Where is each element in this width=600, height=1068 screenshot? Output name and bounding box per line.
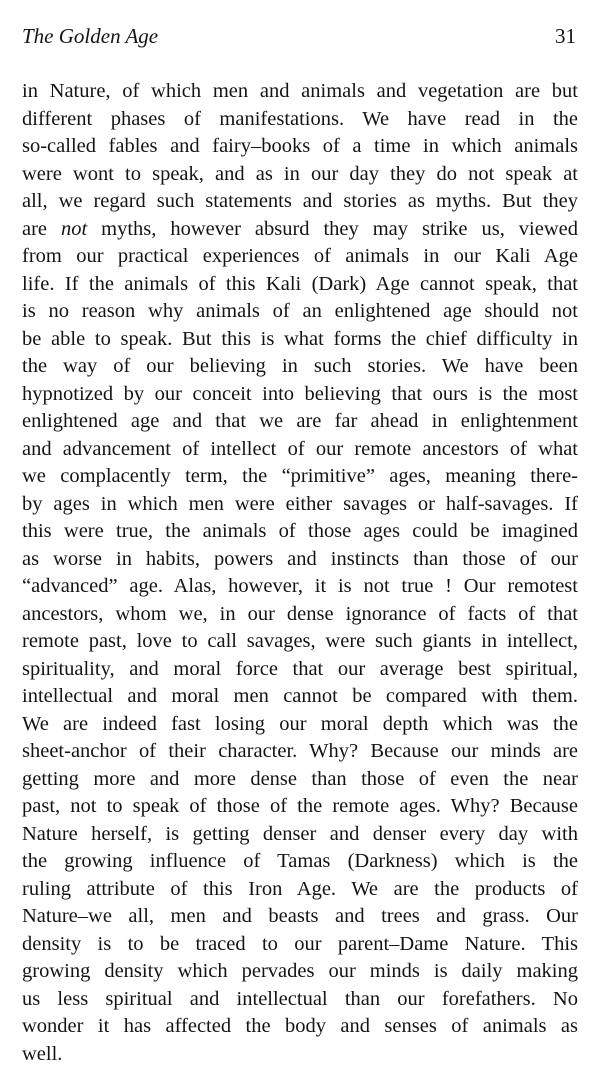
text-line: intellectual and moral men cannot be compared with them. [22,683,578,711]
text-line: past, not to speak of those of the remote ages. Why? Because [22,793,578,821]
text-line: as worse in habits, powers and instincts than those of our [22,546,578,574]
text-line: hypnotized by our conceit into believing that ours is the most [22,381,578,409]
text-line: life. If the animals of this Kali (Dark) Age cannot speak, that [22,271,578,299]
text-line: are not myths, however absurd they may strike us, viewed [22,216,578,244]
text-line: Nature herself, is getting denser and denser every day with [22,821,578,849]
text-line: the way of our believing in such stories. We have been [22,353,578,381]
text-line: all, we regard such statements and stories as myths. But they [22,188,578,216]
body-text [22,78,578,1068]
text-line: enlightened age and that we are far ahead in enlightenment [22,408,578,436]
text-line: Nature–we all, men and beasts and trees and grass. Our [22,903,578,931]
text-line: sheet-anchor of their character. Why? Because our minds are [22,738,578,766]
text-line: were wont to speak, and as in our day they do not speak at [22,161,578,189]
text-line: “advanced” age. Alas, however, it is not true ! Our remotest [22,573,578,601]
page-header [22,24,578,54]
text-line: ancestors, whom we, in our dense ignorance of facts of that [22,601,578,629]
text-line: we complacently term, the “primitive” ages, meaning there- [22,463,578,491]
text-line: and advancement of intellect of our remote ancestors of what [22,436,578,464]
text-line: different phases of manifestations. We have read in the [22,106,578,134]
text-line: us less spiritual and intellectual than our forefathers. No [22,986,578,1014]
text-line: so-called fables and fairy–books of a time in which animals [22,133,578,161]
text-line: is no reason why animals of an enlightened age should not [22,298,578,326]
text-line: this were true, the animals of those ages could be imagined [22,518,578,546]
text-line: spirituality, and moral force that our average best spiritual, [22,656,578,684]
text-line: be able to speak. But this is what forms the chief difficulty in [22,326,578,354]
text-line: from our practical experiences of animals in our Kali Age [22,243,578,271]
running-title: The Golden Age [22,24,158,49]
text-line: getting more and more dense than those of even the near [22,766,578,794]
text-line: ruling attribute of this Iron Age. We are the products of [22,876,578,904]
text-line: by ages in which men were either savages or half-savages. If [22,491,578,519]
page-number: 31 [555,24,576,49]
text-line: We are indeed fast losing our moral depth which was the [22,711,578,739]
text-line: wonder it has affected the body and senses of animals as [22,1013,578,1041]
text-line: growing density which pervades our minds is daily making [22,958,578,986]
text-line: remote past, love to call savages, were such giants in intellect, [22,628,578,656]
text-line: well. [22,1041,578,1068]
text-line: in Nature, of which men and animals and vegetation are but [22,78,578,106]
text-line: the growing influence of Tamas (Darkness) which is the [22,848,578,876]
text-line: density is to be traced to our parent–Dame Nature. This [22,931,578,959]
